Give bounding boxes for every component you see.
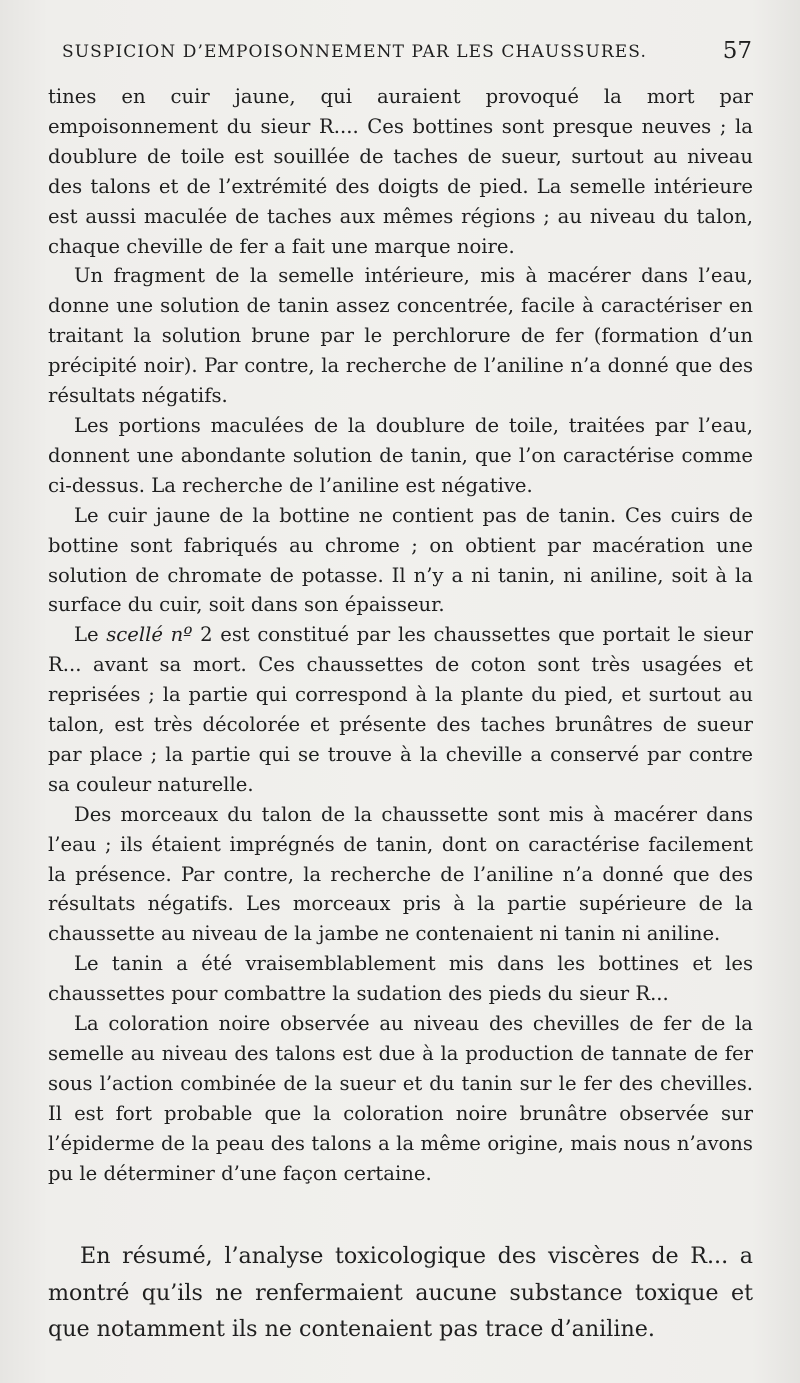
scelle-lead: Le — [74, 623, 107, 647]
summary-paragraph: En résumé, l’analyse toxicologique des viscères de R... a montré qu’ils ne renfermaient aucune substance toxique et que notamment ils ne contenaient pas trace d’aniline. — [48, 1243, 753, 1342]
paragraph-scelle-2 — [48, 620, 753, 799]
paragraph-sudation: Le tanin a été vraisemblablement mis dans les bottines et les chaussettes pour combattre la sudation des pieds du sieur R... — [48, 952, 753, 1006]
scelle-label: scellé nº — [106, 623, 193, 647]
paragraph-semelle: Un fragment de la semelle intérieure, mis à macérer dans l’eau, donne une solution de tanin assez concentrée, facile à caractériser en traitant la solution brune par le perchlorure de fer (formation d’un précipité noir). Par contre, la recherche de l’aniline n’a donné que des résultats négatifs. — [48, 264, 753, 408]
paragraph-cuir-jaune: Le cuir jaune de la bottine ne contient pas de tanin. Ces cuirs de bottine sont fabriqués au chrome ; on obtient par macération une solution de chromate de potasse. Il n’y a ni tanin, ni aniline, soit à la surface du cuir, soit dans son épaisseur. — [48, 503, 753, 617]
scelle-text: 2 est constitué par les chaussettes que portait le sieur R... avant sa mort. Ces chaussettes de coton sont très usagées et reprisées ; la partie qui correspond à la plante du pied, et surtout au talon, est très décolorée et présente des taches brunâtres de sueur par place ; la partie qui se trouve à la cheville a conservé par contre sa couleur naturelle. — [48, 623, 753, 796]
paragraph-coloration-noire: La coloration noire observée au niveau des chevilles de fer de la semelle au niveau des talons est due à la production de tannate de fer sous l’action combinée de la sueur et du tanin sur le fer des chevilles. Il est fort probable que la coloration noire brunâtre observée sur l’épiderme de la peau des talons a la même origine, mais nous n’avons pu le déterminer d’une façon certaine. — [48, 1012, 753, 1185]
paragraph-continued: tines en cuir jaune, qui auraient provoqué la mort par empoisonnement du sieur R.... Ces bottines sont presque neuves ; la doublure de toile est souillée de taches de sueur, surtout au niveau des talons et de l’extrémité des doigts de pied. La semelle intérieure est aussi maculée de taches aux mêmes régions ; au niveau du talon, chaque cheville de fer a fait une marque noire. — [48, 85, 753, 258]
body-text — [48, 82, 753, 1189]
page-number: 57 — [722, 38, 752, 64]
running-title: SUSPICION D’EMPOISONNEMENT PAR LES CHAUSSURES. — [62, 42, 647, 62]
paragraph-doublure: Les portions maculées de la doublure de toile, traitées par l’eau, donnent une abondante solution de tanin, que l’on caractérise comme ci-dessus. La recherche de l’aniline est négative. — [48, 413, 753, 497]
running-head — [62, 38, 752, 68]
paragraph-talon-chaussette: Des morceaux du talon de la chaussette sont mis à macérer dans l’eau ; ils étaient imprégnés de tanin, dont on caractérise facilement la présence. Par contre, la recherche de l’aniline n’a donné que des résultats négatifs. Les morceaux pris à la partie supérieure de la chaussette au niveau de la jambe ne contenaient ni tanin ni aniline. — [48, 802, 753, 946]
